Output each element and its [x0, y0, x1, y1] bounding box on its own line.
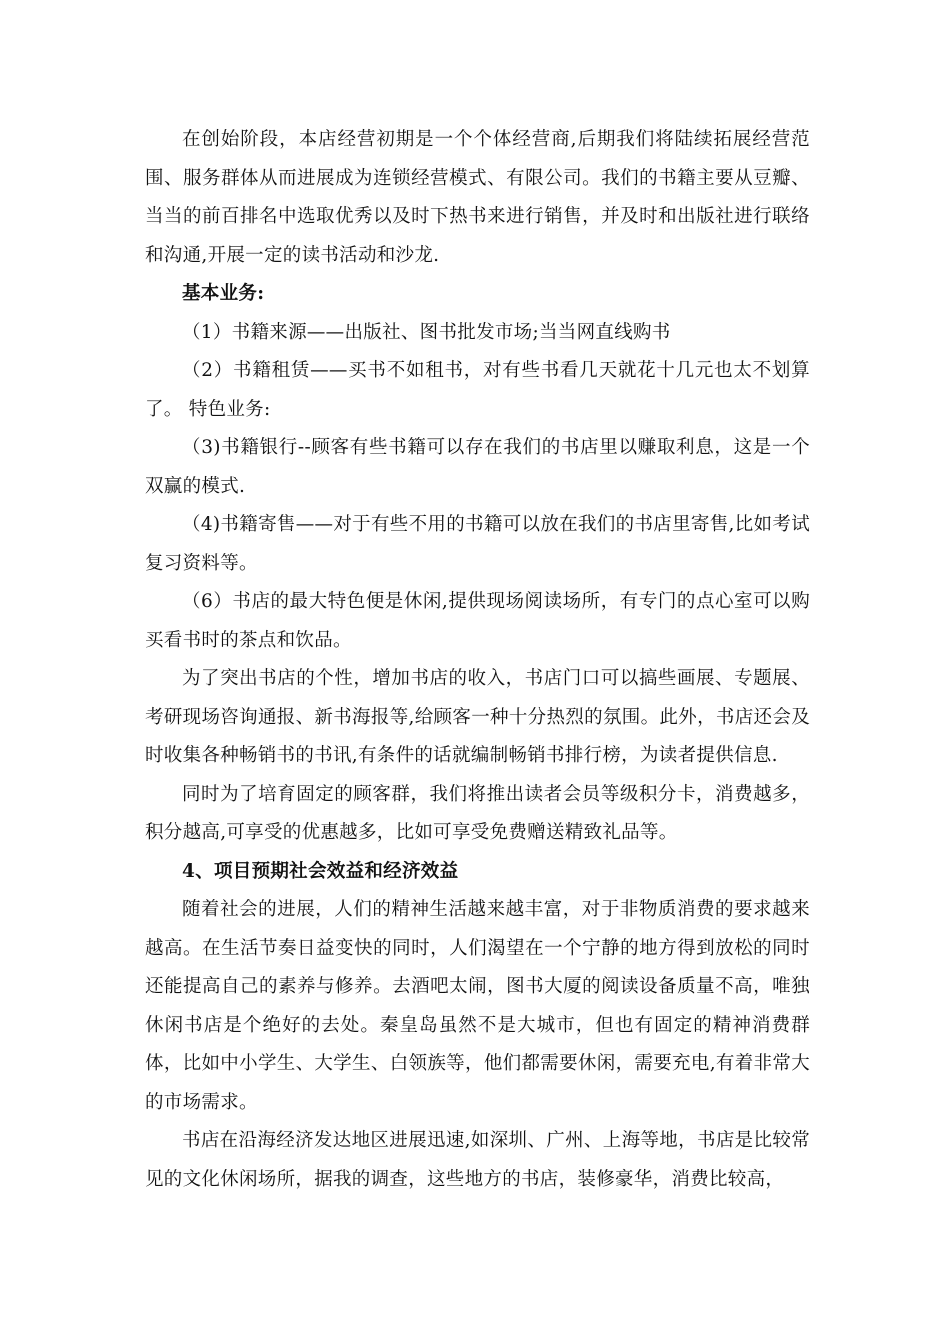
paragraph-consignment: （4)书籍寄售——对于有些不用的书籍可以放在我们的书店里寄售,比如考试复习资料等。 [145, 514, 810, 574]
paragraph-leisure-feature: （6）书店的最大特色便是休闲,提供现场阅读场所，有专门的点心室可以购买看书时的茶点和饮品。 [145, 591, 810, 651]
paragraph-social-development: 随着社会的进展，人们的精神生活越来越丰富，对于非物质消费的要求越来越高。在生活节奏日益变快的同时，人们渴望在一个宁静的地方得到放松的同时还能提高自己的素养与修养。去酒吧太闹，图书大厦的阅读设备质量不高，唯独休闲书店是个绝好的去处。秦皇岛虽然不是大城市，但也有固定的精神消费群体，比如中小学生、大学生、白领族等，他们都需要休闲，需要充电,有着非常大的市场需求。 [145, 899, 810, 1113]
heading-basic-business: 基本业务: [182, 283, 265, 304]
paragraph-coastal-bookstores: 书店在沿海经济发达地区进展迅速,如深圳、广州、上海等地，书店是比较常见的文化休闲场所，据我的调查，这些地方的书店，装修豪华，消费比较高， [145, 1130, 810, 1190]
paragraph-book-source: （1）书籍来源——出版社、图书批发市场;当当网直线购书 [182, 321, 671, 343]
paragraph-founding-stage: 在创始阶段，本店经营初期是一个个体经营商,后期我们将陆续拓展经营范围、服务群体从而进展成为连锁经营模式、有限公司。我们的书籍主要从豆瓣、当当的前百排名中选取优秀以及时下热书来进行销售，并及时和出版社进行联络和沟通,开展一定的读书活动和沙龙. [145, 129, 810, 266]
paragraph-book-rental: （2）书籍租赁——买书不如租书，对有些书看几天就花十几元也太不划算了。 特色业务: [145, 360, 810, 420]
document-body [145, 121, 810, 1199]
paragraph-membership: 同时为了培育固定的顾客群，我们将推出读者会员等级积分卡，消费越多，积分越高,可享受的优惠越多，比如可享受免费赠送精致礼品等。 [145, 783, 810, 843]
paragraph-store-personality: 为了突出书店的个性，增加书店的收入，书店门口可以搞些画展、专题展、考研现场咨询通报、新书海报等,给顾客一种十分热烈的氛围。此外，书店还会及时收集各种畅销书的书讯,有条件的话就编制畅销书排行榜，为读者提供信息. [145, 668, 810, 766]
heading-expected-benefits: 4、项目预期社会效益和经济效益 [182, 860, 459, 882]
paragraph-book-bank: （3)书籍银行--顾客有些书籍可以存在我们的书店里以赚取利息，这是一个双赢的模式. [145, 437, 810, 497]
